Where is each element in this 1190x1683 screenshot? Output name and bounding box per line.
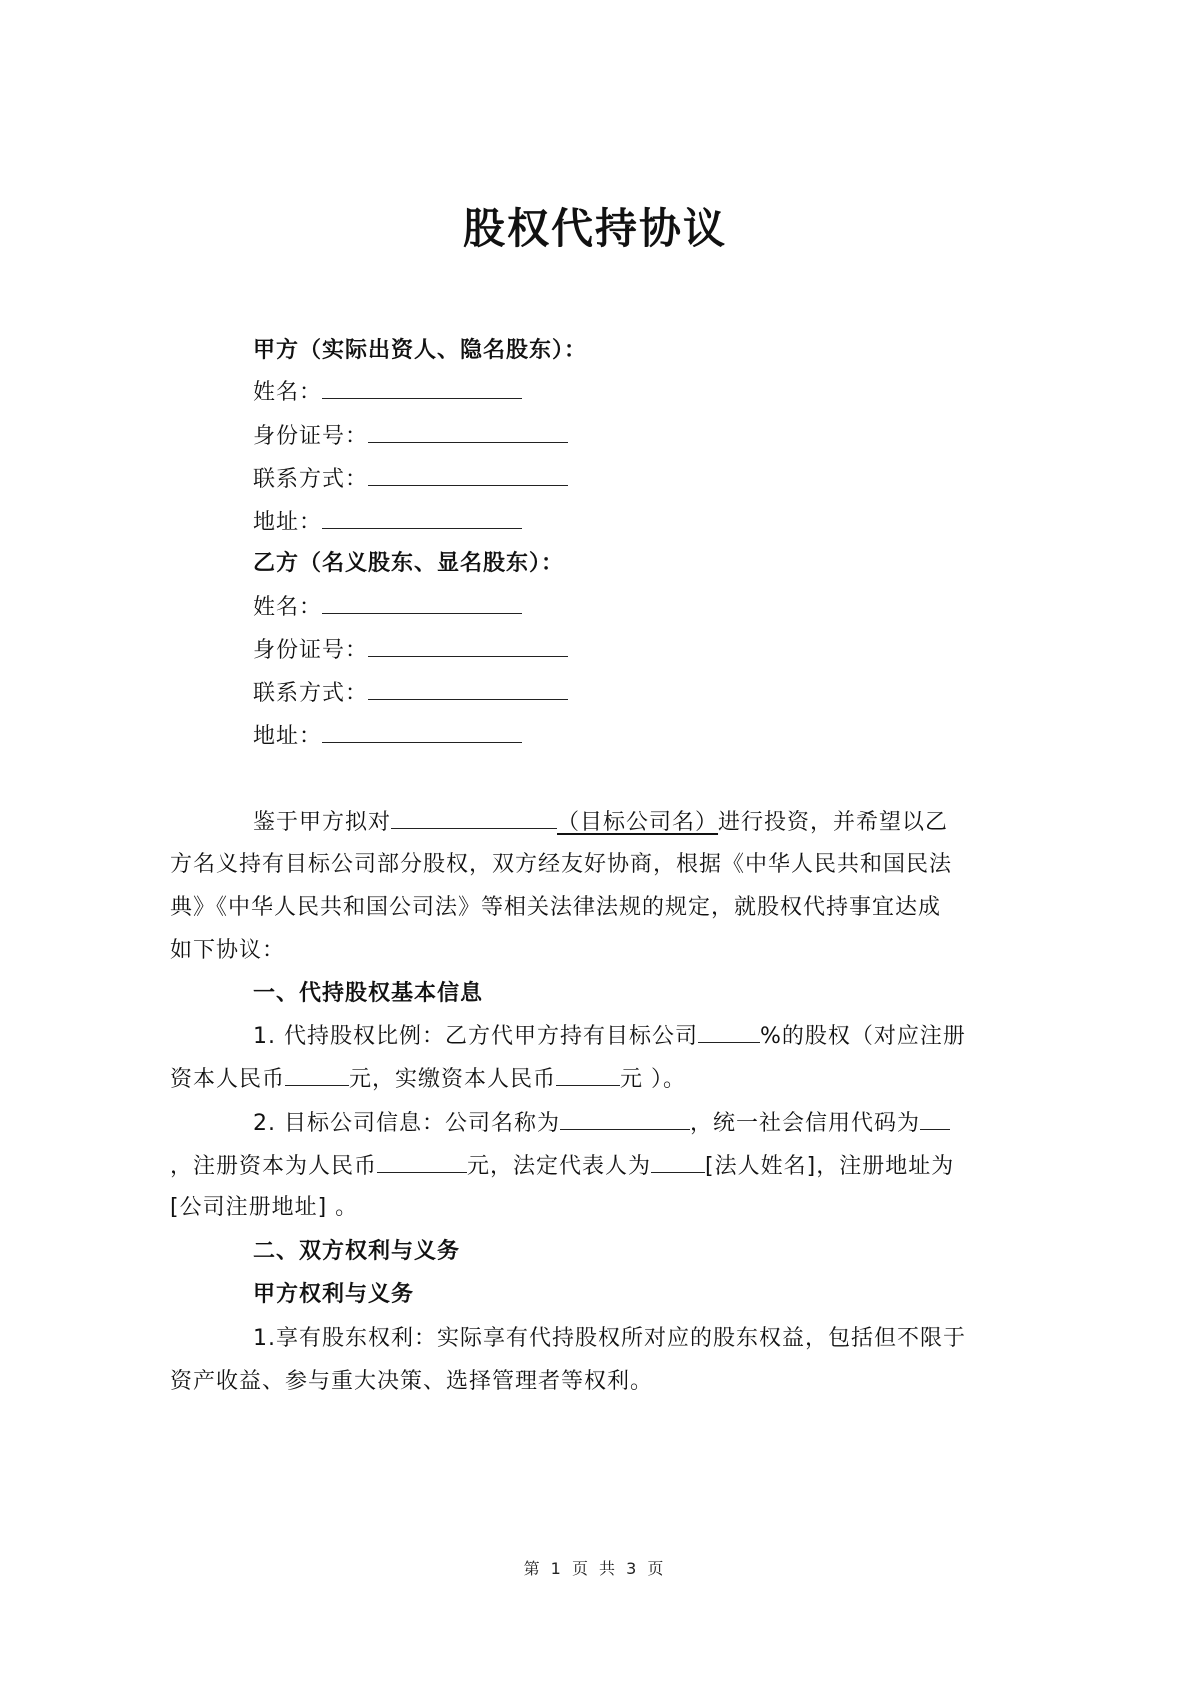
party-a-name-field[interactable]	[322, 376, 522, 399]
preamble-line-3: 典》《中华人民共和国公司法》等相关法律法规的规定，就股权代持事宜达成	[170, 895, 942, 920]
party-b-name-field[interactable]	[322, 591, 522, 614]
party-b-contact-label: 联系方式：	[253, 681, 369, 706]
party-b-address-field[interactable]	[322, 720, 522, 743]
preamble-line-4: 如下协议：	[170, 938, 286, 963]
company-registered-capital-field[interactable]	[377, 1150, 467, 1173]
clause-text: %的股权（对应注册	[760, 1024, 966, 1049]
party-a-contact-row	[253, 463, 568, 495]
clause-text: 1. 代持股权比例：乙方代甲方持有目标公司	[253, 1024, 698, 1049]
clause-text: 2. 目标公司信息：公司名称为	[253, 1111, 560, 1136]
section-1-item-2-line-2	[170, 1150, 954, 1182]
party-b-address-label: 地址：	[253, 724, 323, 749]
party-a-name-label: 姓名：	[253, 380, 323, 405]
target-company-field[interactable]	[391, 806, 557, 829]
registered-capital-field[interactable]	[285, 1063, 349, 1086]
clause-text: 元，实缴资本人民币	[349, 1067, 557, 1092]
company-name-field[interactable]	[560, 1107, 690, 1130]
document-title: 股权代持协议	[462, 204, 727, 253]
section-1-item-1-line-2	[170, 1063, 686, 1095]
party-b-name-row	[253, 591, 522, 623]
clause-text: 元，法定代表人为	[467, 1154, 652, 1179]
paid-in-capital-field[interactable]	[556, 1063, 620, 1086]
party-b-id-field[interactable]	[368, 634, 568, 657]
section-1-item-2-line-3: [公司注册地址] 。	[170, 1195, 359, 1220]
party-a-id-row	[253, 420, 568, 452]
party-a-address-row	[253, 506, 522, 538]
section-1-heading: 一、代持股权基本信息	[253, 981, 484, 1006]
equity-percent-field[interactable]	[698, 1020, 760, 1043]
party-b-contact-field[interactable]	[368, 677, 568, 700]
section-2-subheading: 甲方权利与义务	[253, 1282, 415, 1307]
party-a-address-field[interactable]	[322, 506, 522, 529]
preamble-text: 进行投资，并希望以乙	[718, 810, 949, 835]
clause-text: ，注册资本为人民币	[170, 1154, 378, 1179]
legal-representative-field[interactable]	[651, 1150, 705, 1173]
target-company-hint: （目标公司名）	[557, 810, 719, 835]
party-b-contact-row	[253, 677, 568, 709]
section-2-item-1-line-2: 资产收益、参与重大决策、选择管理者等权利。	[170, 1369, 654, 1394]
section-2-item-1-line-1: 1.享有股东权利：实际享有代持股权所对应的股东权益，包括但不限于	[253, 1326, 966, 1351]
party-b-id-row	[253, 634, 568, 666]
credit-code-field[interactable]	[920, 1107, 950, 1130]
party-a-id-label: 身份证号：	[253, 424, 369, 449]
section-1-item-2-line-1	[253, 1107, 950, 1139]
party-a-name-row	[253, 376, 522, 408]
party-a-address-label: 地址：	[253, 510, 323, 535]
party-b-address-row	[253, 720, 522, 752]
party-a-heading: 甲方（实际出资人、隐名股东）：	[253, 338, 588, 363]
party-a-contact-field[interactable]	[368, 463, 568, 486]
page-footer: 第 1 页 共 3 页	[523, 1559, 667, 1578]
preamble-line-2: 方名义持有目标公司部分股权，双方经友好协商，根据《中华人民共和国民法	[170, 852, 953, 877]
party-b-name-label: 姓名：	[253, 595, 323, 620]
section-1-item-1-line-1	[253, 1020, 966, 1052]
party-b-heading: 乙方（名义股东、显名股东）：	[253, 551, 565, 576]
clause-text: [法人姓名]，注册地址为	[705, 1154, 955, 1179]
clause-text: 资本人民币	[170, 1067, 286, 1092]
party-a-contact-label: 联系方式：	[253, 467, 369, 492]
preamble-line-1	[253, 806, 948, 838]
section-2-heading: 二、双方权利与义务	[253, 1239, 461, 1264]
party-a-id-field[interactable]	[368, 420, 568, 443]
party-b-id-label: 身份证号：	[253, 638, 369, 663]
clause-text: 元 ）。	[620, 1067, 687, 1092]
clause-text: ，统一社会信用代码为	[689, 1111, 920, 1136]
preamble-text: 鉴于甲方拟对	[253, 810, 392, 835]
